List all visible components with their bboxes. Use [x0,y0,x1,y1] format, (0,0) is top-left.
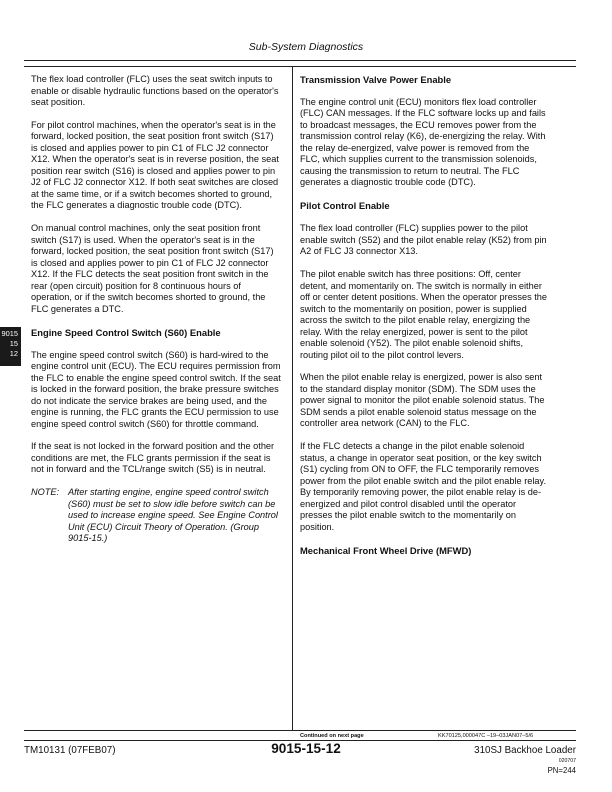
side-tab-subgroup: 15 [9,338,18,348]
note-block [31,487,281,545]
column-divider [292,66,293,730]
footer-rule [24,730,576,731]
note-label: NOTE: [31,487,60,498]
note-text: After starting engine, engine speed control switch (S60) must be set to slow idle before switch can be used to increase engine speed. See Engine Control Unit (ECU) Circuit Theory of Operation. (Group 9015-15.) [68,487,278,544]
continued-label: Continued on next page [300,733,364,739]
header-rule [24,60,576,61]
heading-transmission-valve: Transmission Valve Power Enable [300,74,452,85]
heading-pilot-control-enable: Pilot Control Enable [300,200,390,212]
paragraph-engine-speed-control: The engine speed control switch (S60) is hard-wired to the engine control unit (ECU). The ECU requires permission from the FLC to enable the engine speed control switch. If the seat is locked in the forward position, the brake pressure switches do not indicate the service brakes are being used, and the engine is running, the FLC grants the ECU permission to use engine speed control switch (S60) for throttle command. [31,349,281,429]
paragraph-flc-intro: The flex load controller (FLC) uses the seat switch inputs to enable or disable hydraulic functions based on the operator's seat position. [31,74,279,107]
section-side-tab [0,327,21,366]
header-rule-lower [24,66,576,67]
product-name: 310SJ Backhoe Loader [474,745,576,756]
paragraph-seat-not-locked: If the seat is not locked in the forward position and the other conditions are met, the FLC grants permission if the seat is not in forward and the TCL/range switch (S5) is in neutral. [31,441,275,475]
heading-engine-speed-control: Engine Speed Control Switch (S60) Enable [31,326,221,338]
page-number: 9015-15-12 [271,741,341,756]
reference-code: KK70125,000047C –19–03JAN07–5/6 [438,733,534,739]
heading-mfwd: Mechanical Front Wheel Drive (MFWD) [300,544,472,556]
pn-number: PN=244 [547,766,576,775]
paragraph-pilot-enable-power: The flex load controller (FLC) supplies power to the pilot enable switch (S52) and the pilot enable relay (K52) from pin A2 of FLC J3 connector X13. [300,223,547,257]
side-tab-group: 9015 [1,329,18,338]
right-column [300,74,550,568]
paragraph-pilot-switch-positions: The pilot enable switch has three positions: Off, center detent, and momentarily on. The switch is normally in either off or center detent positions. When the operator presses the switch to the momentarily on position, power is supplied across the switch to the pilot enable relay, energizing the relay. With the relay energized, power is sent to the pilot enable solenoid (Y52). The pilot enable solenoid shifts, routing pilot oil to the pilot control levers. [300,269,548,360]
footer-date-code: 020707 [558,758,576,764]
paragraph-sdm-monitor: When the pilot enable relay is energized, power is also sent to the standard display monitor (SDM). The SDM uses the power signal to monitor the pilot enable solenoid status. The SDM sends a pilot enable solenoid status message on the controller area network (CAN) to the FLC. [300,372,545,429]
side-tab-page: 12 [9,348,18,358]
page-header-title: Sub-System Diagnostics [248,41,364,53]
manual-id: TM10131 (07FEB07) [24,745,116,756]
left-column [31,74,281,556]
paragraph-pilot-seat: For pilot control machines, when the operator's seat is in the forward, locked position, the seat position front switch (S17) is closed and applies power to pin C1 of FLC J2 connector X12. When the operator's seat is in reverse position, the seat position rear switch (S16) is closed and applies power to pin J2 of FLC J2 connector X12. If both seat switches are closed at the same time, or if a switch becomes shorted to ground, the FLC generates a diagnostic trouble code (DTC). [31,119,279,211]
paragraph-transmission-valve: The engine control unit (ECU) monitors flex load controller (FLC) CAN messages. If the FLC software locks up and fails to broadcast messages, the ECU removes power from the transmission control relay (K6), de-energizing the relay. With the relay de-energized, valve power is removed from the FLC, which supplies current to the transmission solenoids, causing the transmission to return to neutral. The FLC generates a diagnostic trouble code (DTC). [300,96,546,188]
paragraph-flc-change-detect: If the FLC detects a change in the pilot enable solenoid status, a change in operator seat position, or the key switch (S1) cycling from ON to OFF, the FLC temporarily removes power from the pilot enable switch and the pilot enable relay. By temporarily removing power, the pilot enable relay is de-energized and pilot control disabled until the operator presses the pilot enable switch to the momentarily on position. [300,441,546,532]
paragraph-manual-seat: On manual control machines, only the seat position front switch (S17) is used. When the operator's seat is in the forward, locked position, the seat position front switch (S17) is closed and applies power to pin C1 of FLC J2 connector X12. If the FLC detects the seat position front switch in the rear (open circuit) position for 8 continuous hours of operation, or if the switch becomes shorted to ground, the FLC generates a DTC. [31,223,274,314]
